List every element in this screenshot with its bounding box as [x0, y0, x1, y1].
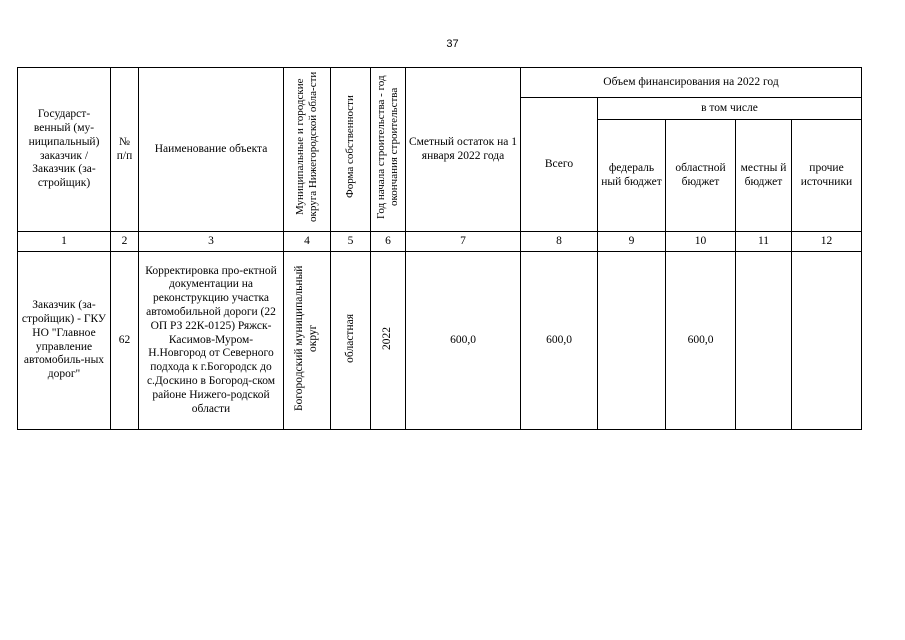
- header-customer: Государст-венный (му-ниципальный) заказчик / Заказчик (за-стройщик): [18, 68, 111, 232]
- page-number: 37: [446, 38, 459, 50]
- header-object-name: Наименование объекта: [139, 68, 284, 232]
- col-number: 12: [792, 232, 862, 252]
- row-years-text: 2022: [381, 326, 394, 350]
- row-other: [792, 252, 862, 430]
- col-number: 3: [139, 232, 284, 252]
- header-other: прочие источники: [792, 120, 862, 232]
- col-number: 4: [284, 232, 331, 252]
- row-local: [736, 252, 792, 430]
- row-number: 62: [111, 252, 139, 430]
- row-customer: Заказчик (за-стройщик) - ГКУ НО "Главное управление автомобиль-ных дорог": [18, 252, 111, 430]
- col-number: 2: [111, 232, 139, 252]
- header-funding: Объем финансирования на 2022 год: [521, 68, 862, 98]
- col-number: 1: [18, 232, 111, 252]
- header-local: местны й бюджет: [736, 120, 792, 232]
- row-municipal-text: Богородский муниципальный округ: [293, 265, 319, 411]
- header-including: в том числе: [598, 98, 862, 120]
- row-total: 600,0: [521, 252, 598, 430]
- header-municipal-text: Муниципальные и городские округа Нижегородской обла-сти: [293, 71, 319, 223]
- row-municipal: [284, 252, 331, 430]
- row-ownership-text: областная: [343, 313, 356, 363]
- row-estimate: 600,0: [406, 252, 521, 430]
- header-number: № п/п: [111, 68, 139, 232]
- header-years-text: Год начала строительства - год окончания строительства: [374, 75, 400, 219]
- header-ownership-text: Форма собственности: [343, 95, 356, 199]
- header-federal: федераль ный бюджет: [598, 120, 666, 232]
- col-number: 11: [736, 232, 792, 252]
- financing-table: [17, 67, 862, 430]
- row-object-name: Корректировка про-ектной документации на реконструкцию участка автомобильной дороги (22 ОП РЗ 22К-0125) Ряжск-Касимов-Муром-Н.Новгород от Северного подхода к г.Богородск до с.Доскино в Богород-ском районе Нижего-родской области: [139, 252, 284, 430]
- row-federal: [598, 252, 666, 430]
- header-total: Всего: [521, 98, 598, 232]
- header-regional: областной бюджет: [666, 120, 736, 232]
- col-number: 9: [598, 232, 666, 252]
- col-number: 10: [666, 232, 736, 252]
- row-years: [371, 252, 406, 430]
- header-ownership: [331, 68, 371, 232]
- header-estimate: Сметный остаток на 1 января 2022 года: [406, 68, 521, 232]
- col-number: 8: [521, 232, 598, 252]
- row-regional: 600,0: [666, 252, 736, 430]
- header-years: [371, 68, 406, 232]
- row-ownership: [331, 252, 371, 430]
- header-municipal: [284, 68, 331, 232]
- col-number: 6: [371, 232, 406, 252]
- col-number: 7: [406, 232, 521, 252]
- col-number: 5: [331, 232, 371, 252]
